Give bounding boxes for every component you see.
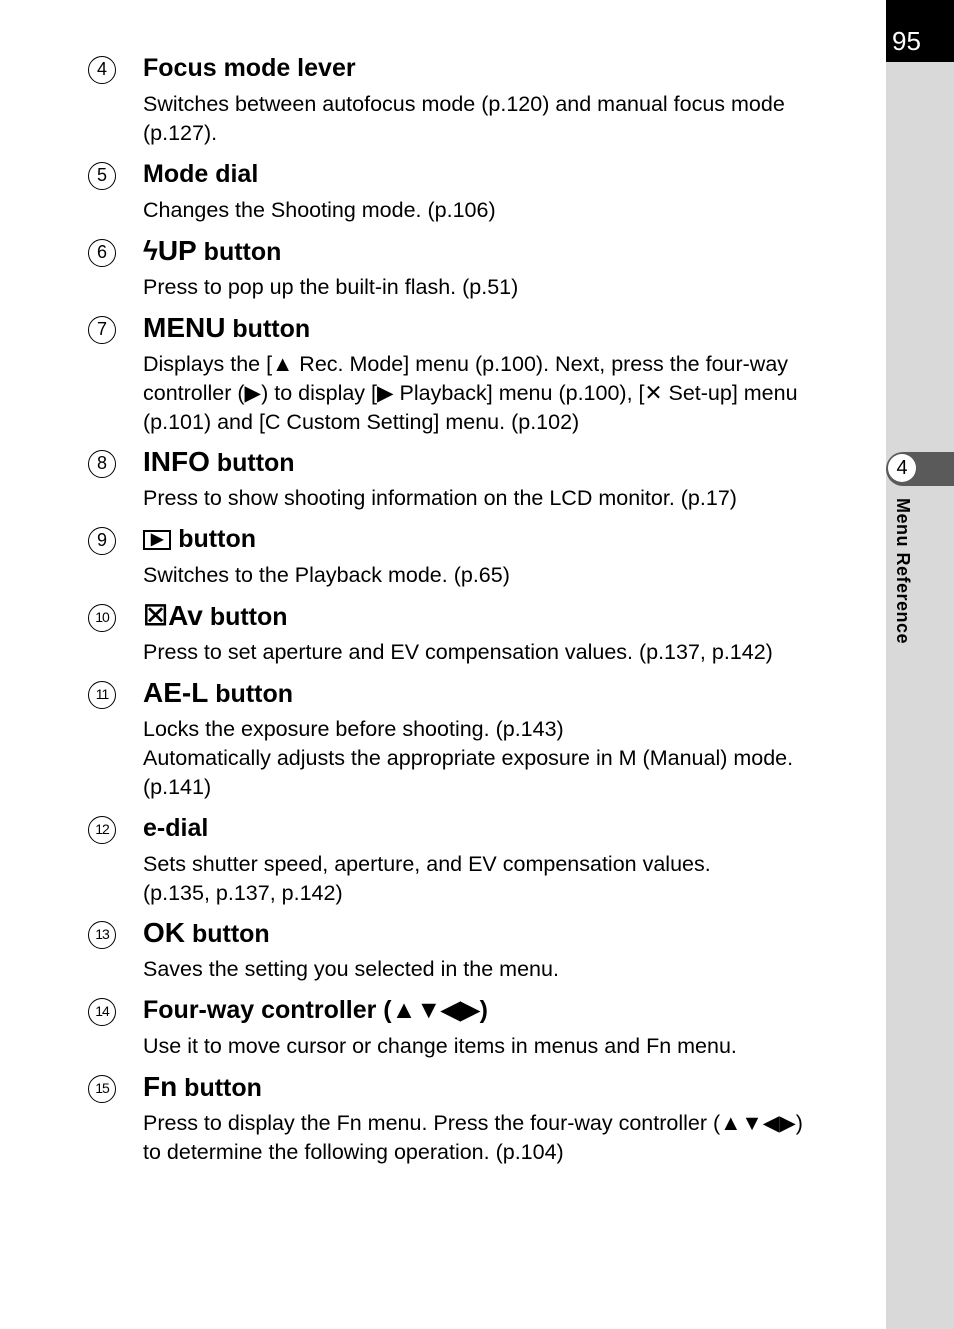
- chapter-tab: [886, 452, 954, 486]
- item-heading: Mode dial: [143, 160, 259, 188]
- item-description: Displays the [▲ Rec. Mode] menu (p.100). Next, press the four-way controller (▶) to display [▶ Playback] menu (p.100), [✕ Set-up] menu (p.101) and [C Custom Setting] menu. (p.102): [143, 352, 798, 434]
- chapter-title: Menu Reference: [893, 498, 913, 645]
- fn-symbol: Fn: [143, 1071, 178, 1102]
- ae-l-symbol: AE-L: [143, 677, 209, 708]
- item-description: Locks the exposure before shooting. (p.143) Automatically adjusts the appropriate exposure in M (Manual) mode. (p.141): [143, 717, 794, 799]
- item-number: 13: [88, 921, 116, 949]
- item-heading: [143, 523, 256, 555]
- chapter-number: 4: [888, 454, 916, 482]
- item-number: 4: [88, 56, 116, 84]
- item-heading-text: button: [203, 238, 282, 266]
- item-heading: [143, 312, 310, 345]
- item-heading-text: button: [178, 525, 256, 553]
- item-number: 9: [88, 527, 116, 555]
- item-heading-text: button: [215, 680, 294, 708]
- item-heading: [143, 677, 293, 710]
- ok-symbol: OK: [143, 917, 185, 948]
- item-description: Press to set aperture and EV compensation values. (p.137, p.142): [143, 640, 773, 664]
- item-heading-text: button: [232, 315, 311, 343]
- side-tab-strip: [886, 0, 954, 1329]
- item-heading: Four-way controller (▲▼◀▶): [143, 996, 488, 1024]
- item-heading-text: button: [184, 1074, 262, 1102]
- item-heading: [143, 600, 288, 633]
- playback-icon: ▶: [143, 530, 171, 550]
- item-description: Switches between autofocus mode (p.120) and manual focus mode (p.127).: [143, 92, 785, 145]
- ev-av-symbol: ☒Av: [143, 600, 203, 631]
- item-description: Press to show shooting information on the LCD monitor. (p.17): [143, 486, 737, 510]
- item-heading: [143, 917, 270, 950]
- item-number: 7: [88, 316, 116, 344]
- page-number: 95: [892, 26, 921, 56]
- item-heading-text: button: [216, 449, 295, 477]
- item-heading: [143, 235, 281, 268]
- item-description: Use it to move cursor or change items in menus and Fn menu.: [143, 1034, 737, 1058]
- item-number: 11: [88, 681, 116, 709]
- item-number: 8: [88, 450, 116, 478]
- menu-symbol: MENU: [143, 312, 226, 343]
- item-description: Changes the Shooting mode. (p.106): [143, 198, 496, 222]
- item-heading-text: button: [209, 603, 288, 631]
- item-heading: Focus mode lever: [143, 54, 356, 82]
- item-description: Sets shutter speed, aperture, and EV compensation values. (p.135, p.137, p.142): [143, 852, 711, 905]
- item-number: 5: [88, 162, 116, 190]
- item-number: 10: [88, 604, 116, 632]
- item-number: 15: [88, 1075, 116, 1103]
- item-number: 14: [88, 998, 116, 1026]
- item-description: Switches to the Playback mode. (p.65): [143, 563, 510, 587]
- info-symbol: INFO: [143, 446, 210, 477]
- item-number: 6: [88, 239, 116, 267]
- item-number: 12: [88, 816, 116, 844]
- item-description: Press to pop up the built-in flash. (p.51): [143, 275, 519, 299]
- item-description: Press to display the Fn menu. Press the four-way controller (▲▼◀▶) to determine the following operation. (p.104): [143, 1111, 803, 1164]
- item-heading: [143, 1071, 262, 1104]
- item-heading-text: button: [191, 920, 270, 948]
- item-description: Saves the setting you selected in the menu.: [143, 957, 559, 981]
- item-heading: e-dial: [143, 814, 209, 842]
- flash-up-symbol: ϟUP: [143, 235, 197, 266]
- item-heading: [143, 446, 295, 479]
- page-number-box: [886, 0, 954, 62]
